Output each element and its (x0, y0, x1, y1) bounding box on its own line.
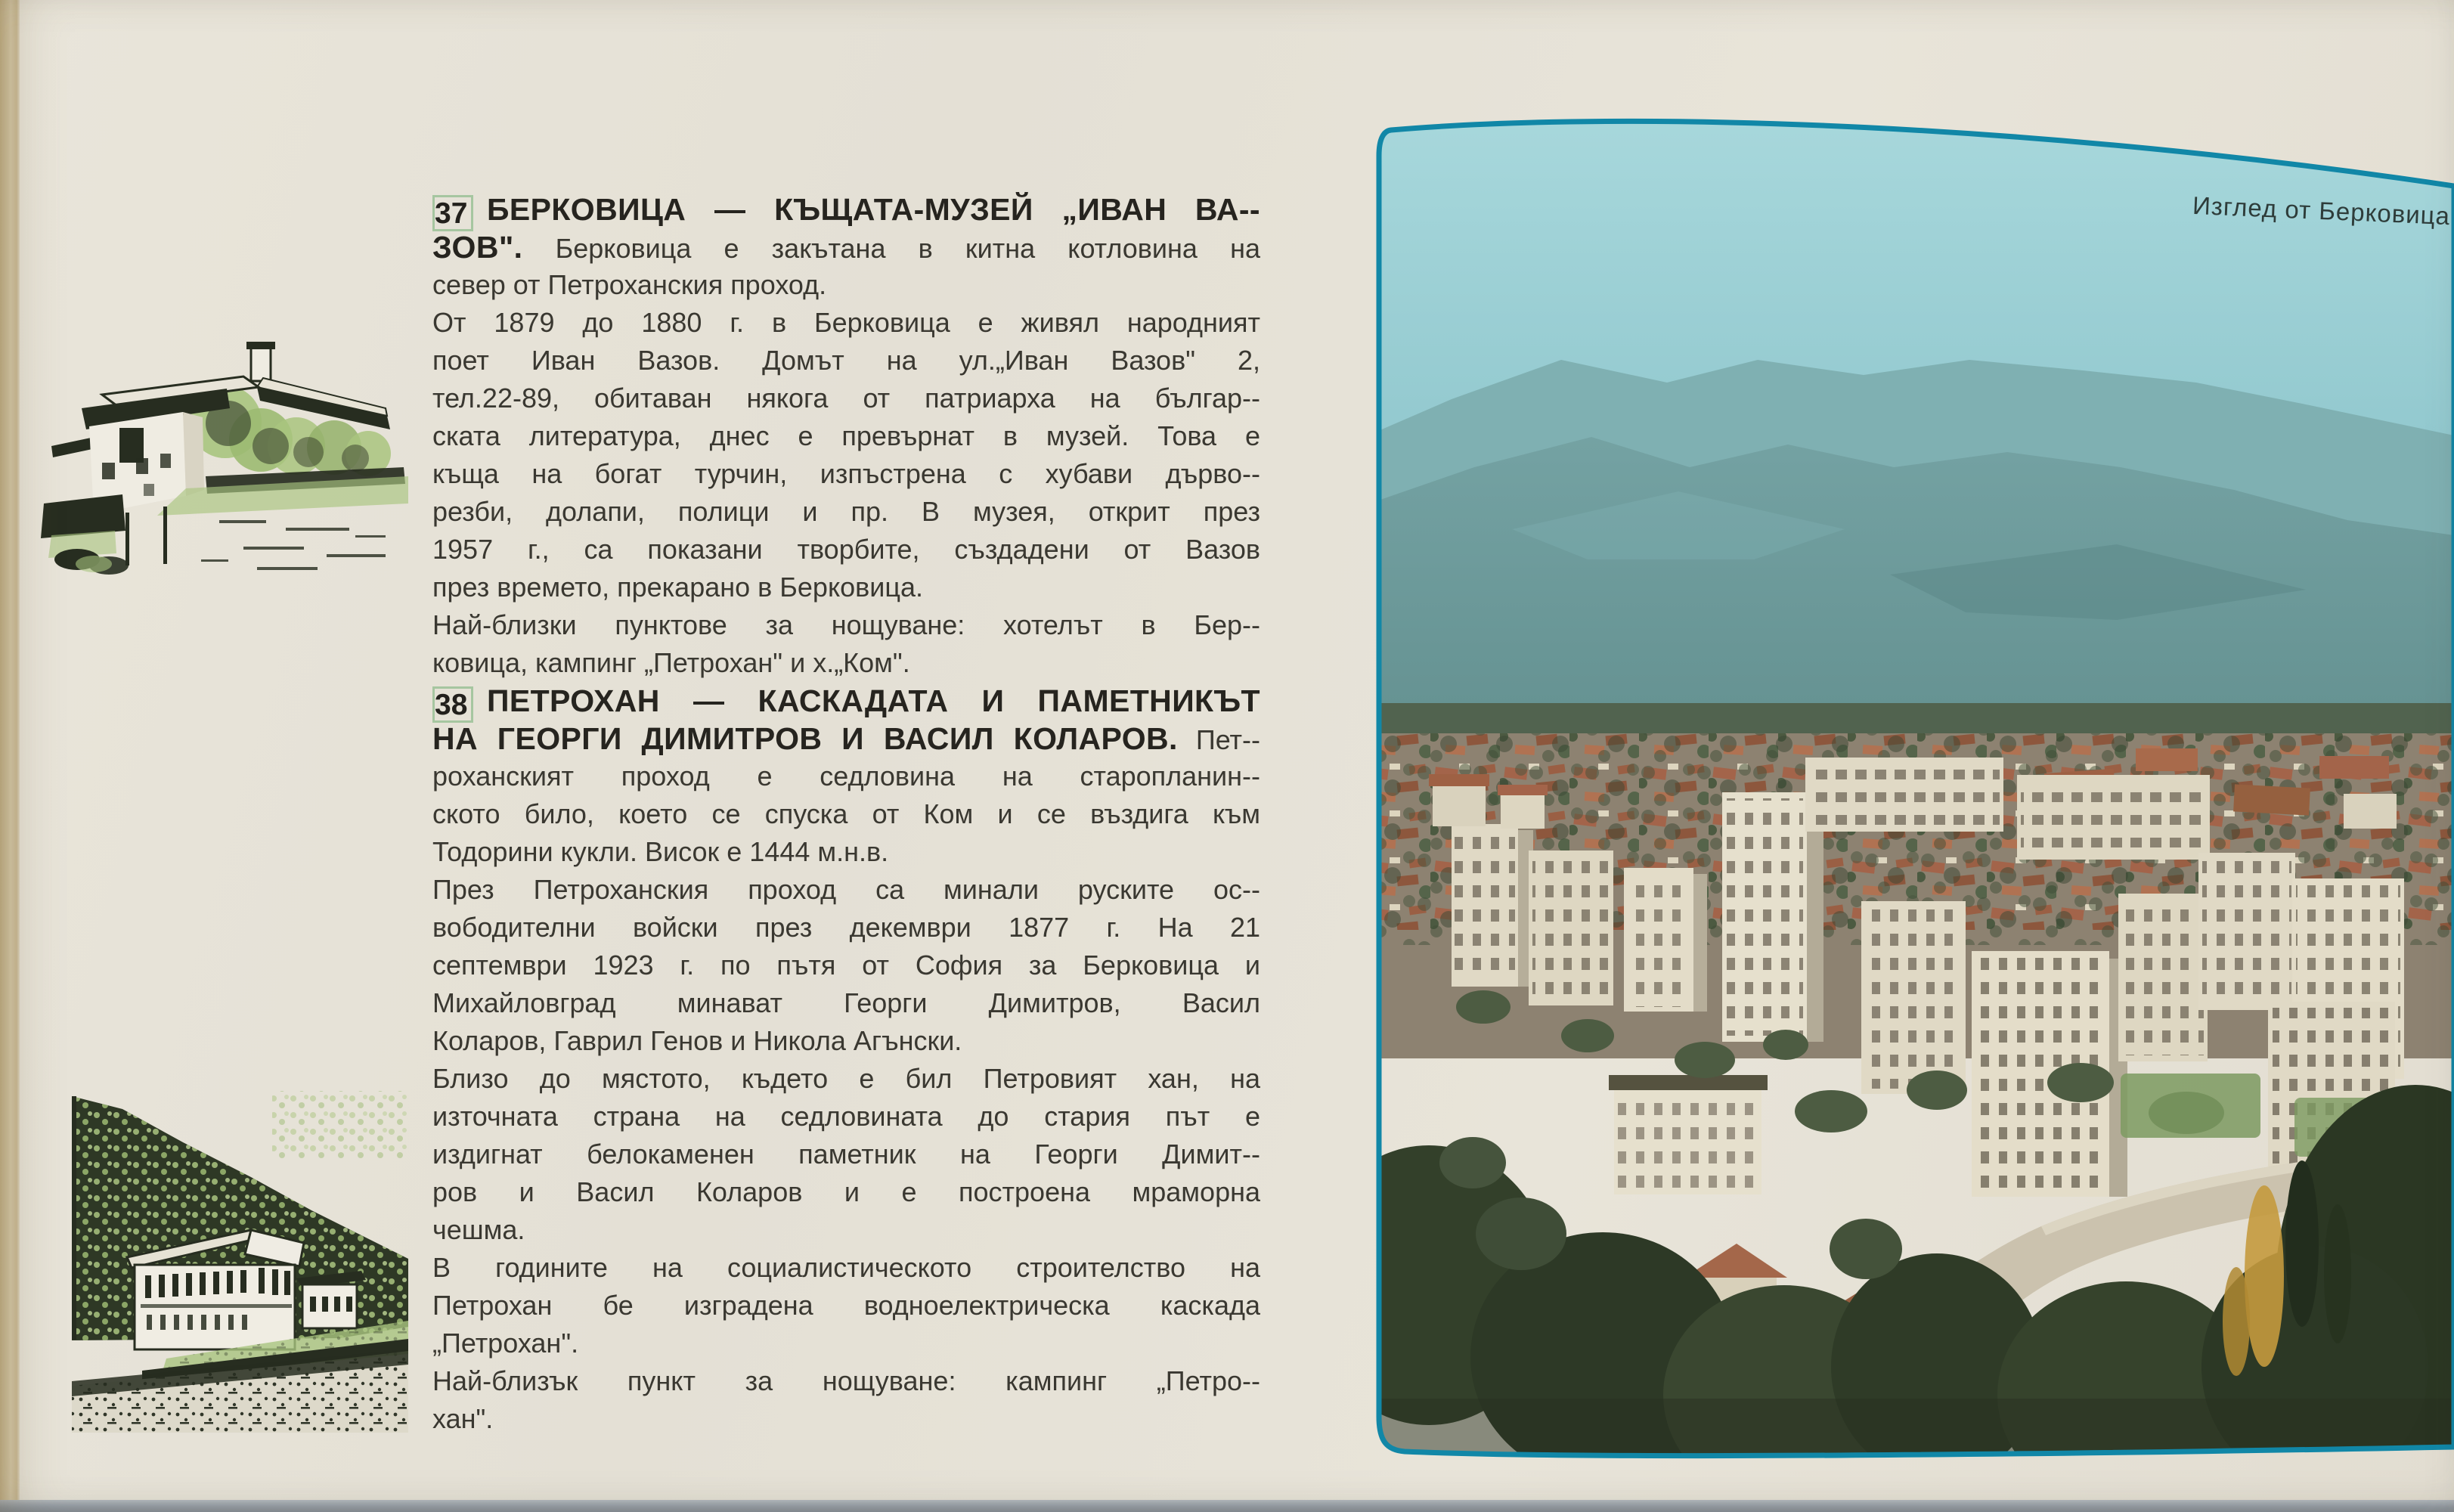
text-line (432, 1136, 1260, 1173)
text-line (432, 644, 1260, 682)
power-station-sketch (53, 1077, 423, 1433)
body-text: север от Петроханския проход. (432, 269, 827, 300)
body-text: Тодорини кукли. Висок е 1444 м.н.в. (432, 836, 889, 867)
text-line (432, 1325, 1260, 1362)
body-text: Михайловград минават Георги Димитров, Васил (432, 987, 1260, 1018)
body-text: септември 1923 г. по пътя от София за Берковица и (432, 950, 1260, 981)
heading-text: БЕРКОВИЦА — КЪЩАТА-МУЗЕЙ „ИВАН ВА-- (487, 192, 1260, 227)
text-line (432, 1249, 1260, 1287)
photo-berkovitsa (1361, 106, 2454, 1474)
text-line (432, 342, 1260, 380)
vazov-house-drawing (30, 333, 408, 582)
text-line (432, 1211, 1260, 1249)
text-line (432, 531, 1260, 569)
body-text: Берковица е закътана в китна котловина на (522, 233, 1260, 264)
body-text: къща на богат турчин, изпъстрена с хубави дърво-- (432, 458, 1260, 489)
body-text: Коларов, Гаврил Генов и Никола Агънски. (432, 1025, 962, 1056)
body-text: ров и Васил Коларов и е построена мраморна (432, 1176, 1260, 1207)
body-text: Петрохан бе изградена водноелектрическа каскада (432, 1290, 1260, 1321)
body-text: поет Иван Вазов. Домът на ул.„Иван Вазов" 2, (432, 345, 1260, 376)
text-line (432, 1362, 1260, 1400)
text-line (432, 984, 1260, 1022)
text-line (432, 795, 1260, 833)
text-line (432, 1098, 1260, 1136)
text-line (432, 380, 1260, 417)
body-text: тел.22-89, обитаван някога от патриарха на българ-- (432, 383, 1260, 414)
text-line (432, 720, 1260, 758)
text-line (432, 833, 1260, 871)
text-line (432, 455, 1260, 493)
body-text: ското било, което се спуска от Ком и се въздига към (432, 798, 1260, 829)
body-text: ската литература, днес е превърнат в музей. Това е (432, 420, 1260, 451)
text-line (432, 1022, 1260, 1060)
body-text: От 1879 до 1880 г. в Берковица е живял народният (432, 307, 1260, 338)
text-line (432, 871, 1260, 909)
heading-text: ЗОВ". (432, 230, 523, 265)
body-text: Най-близък пункт за нощуване: кампинг „Петро-- (432, 1365, 1260, 1396)
text-line (432, 606, 1260, 644)
text-line (432, 569, 1260, 606)
heading-text: ПЕТРОХАН — КАСКАДАТА И ПАМЕТНИКЪТ (487, 683, 1260, 718)
body-text: Близо до мястото, където е бил Петровият хан, на (432, 1063, 1260, 1094)
body-text: През Петроханския проход са минали руските ос-- (432, 874, 1260, 905)
text-line (432, 304, 1260, 342)
body-text: В годините на социалистическото строителство на (432, 1252, 1260, 1283)
text-line (432, 682, 1260, 720)
body-text: роханският проход е седловина на старопланин-- (432, 761, 1260, 792)
text-line (432, 909, 1260, 947)
body-text: ковица, кампинг „Петрохан" и х.„Ком". (432, 647, 910, 678)
body-text: 1957 г., са показани творбите, създадени от Вазов (432, 534, 1260, 565)
body-text: Пет-- (1177, 724, 1260, 755)
article-column (432, 191, 1260, 1438)
text-line (432, 191, 1260, 228)
heading-text: НА ГЕОРГИ ДИМИТРОВ И ВАСИЛ КОЛАРОВ. (432, 721, 1178, 756)
booklet-page-edge (0, 0, 20, 1512)
text-line (432, 266, 1260, 304)
text-line (432, 758, 1260, 795)
desk-surface (0, 1500, 2454, 1512)
berkovitsa-photo (1361, 106, 2454, 1474)
text-line (432, 417, 1260, 455)
text-line (432, 1173, 1260, 1211)
text-line (432, 493, 1260, 531)
body-text: резби, долапи, полици и пр. В музея, открит през (432, 496, 1260, 527)
text-line (432, 228, 1260, 266)
body-text: Най-близки пунктове за нощуване: хотелът в Бер-- (432, 609, 1260, 640)
power-station-drawing (53, 1077, 423, 1433)
body-text: източната страна на седловината до стария път е (432, 1101, 1260, 1132)
body-text: „Петрохан". (432, 1328, 579, 1359)
body-text: издигнат белокаменен паметник на Георги Димит-- (432, 1139, 1260, 1170)
item-number-badge: 37 (432, 195, 473, 231)
text-line (432, 1400, 1260, 1438)
body-text: през времето, прекарано в Берковица. (432, 572, 924, 603)
vazov-house-sketch (30, 333, 408, 582)
photo-caption: Изглед от Берковица (2192, 191, 2451, 231)
text-line (432, 1287, 1260, 1325)
text-line (432, 1060, 1260, 1098)
text-line (432, 947, 1260, 984)
body-text: хан". (432, 1403, 494, 1434)
item-number-badge: 38 (432, 686, 473, 723)
body-text: чешма. (432, 1214, 525, 1245)
body-text: вободителни войски през декември 1877 г. На 21 (432, 912, 1260, 943)
